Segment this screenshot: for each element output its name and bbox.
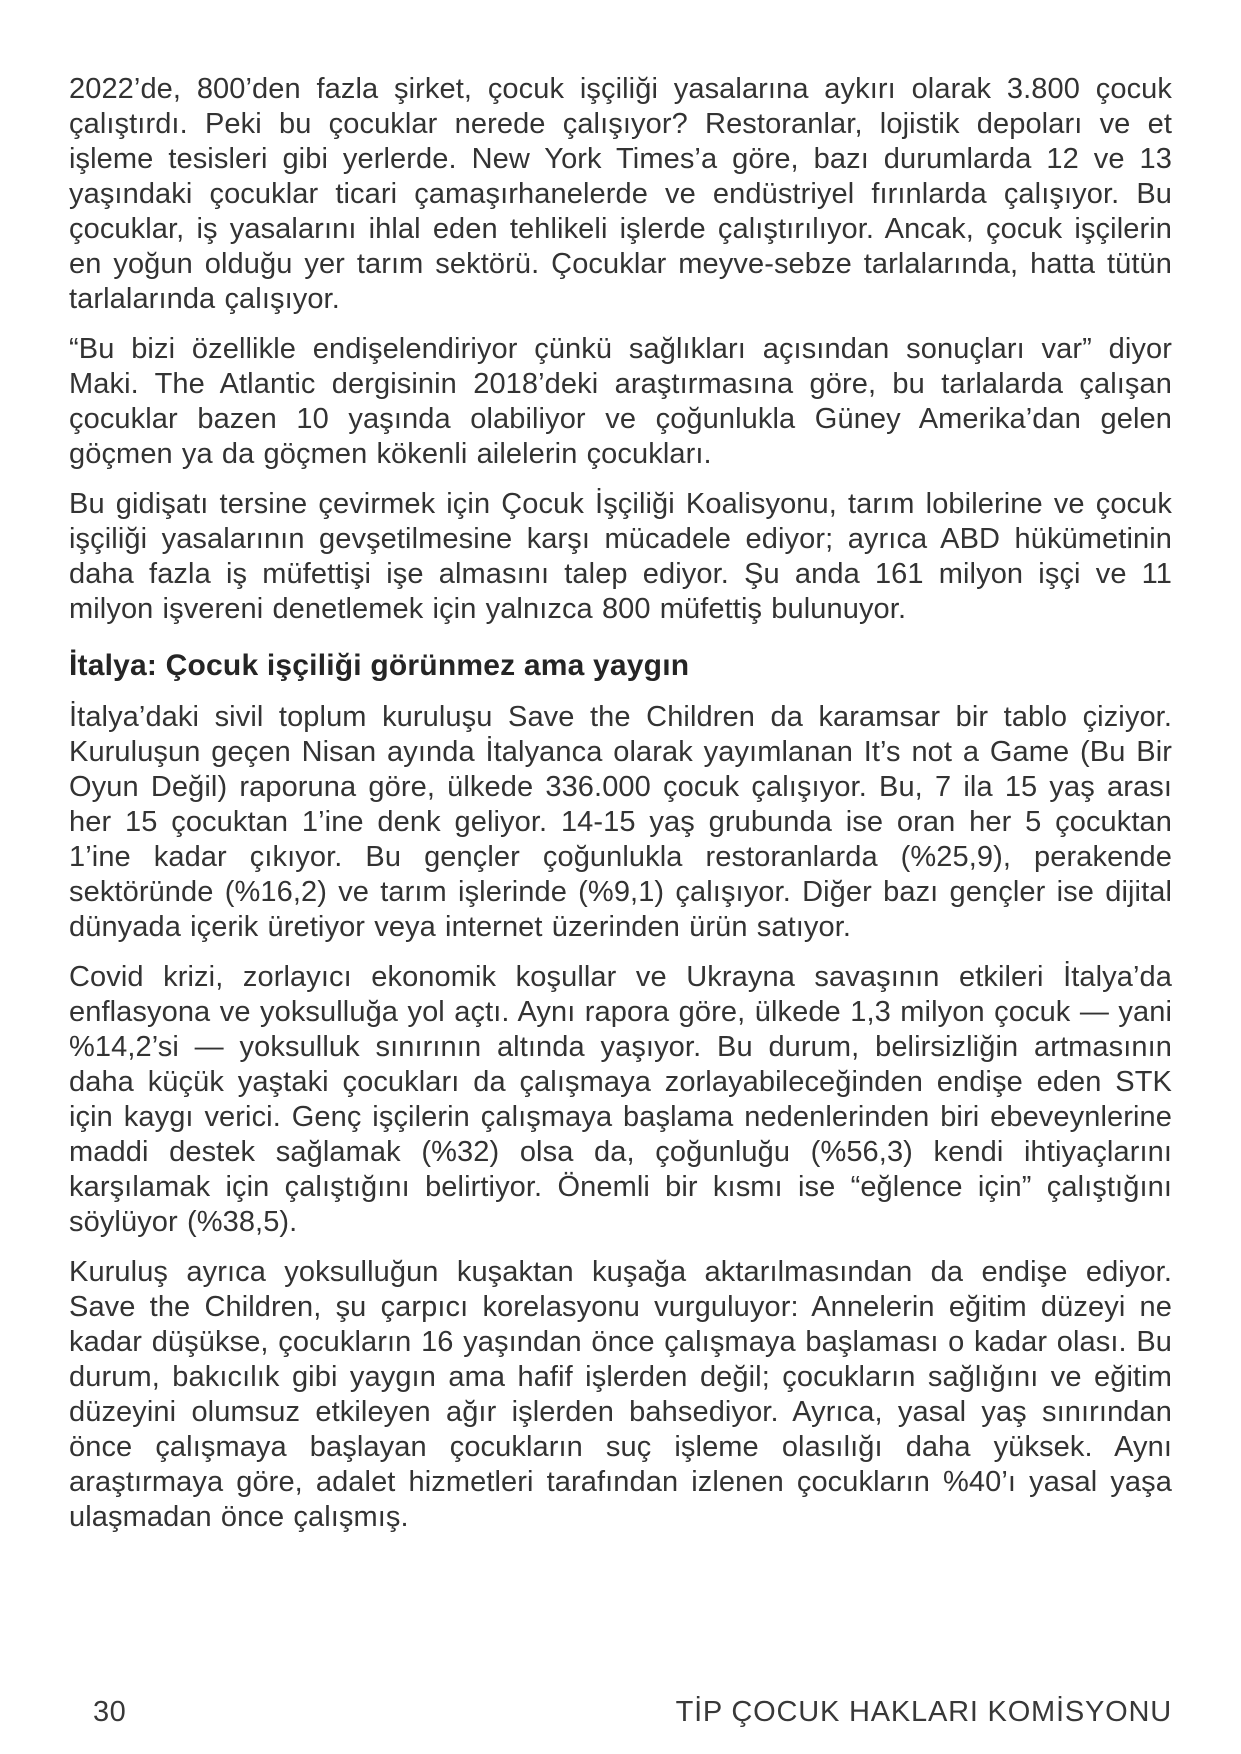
page-footer bbox=[69, 1696, 1172, 1728]
paragraph-covid-crisis: Covid krizi, zorlayıcı ekonomik koşullar ve Ukrayna savaşının etkileri İtalya’da enflasyona ve yoksulluğa yol açtı. Aynı rapora göre, ülkede 1,3 milyon çocuk — yani %14,2’si — yoksulluk sınırının altında yaşıyor. Bu durum, belirsizliğin artmasının daha küçük yaştaki çocukları da çalışmaya zorlayabileceğinden endişe eden STK için kaygı verici. Genç işçilerin çalışmaya başlama nedenlerinden biri ebeveynlerine maddi destek sağlamak (%32) olsa da, çoğunluğu (%56,3) kendi ihtiyaçlarını karşılamak için çalıştığını belirtiyor. Önemli bir kısmı ise “eğlence için” çalıştığını söylüyor (%38,5). bbox=[69, 961, 1172, 1238]
footer-commission-name: TİP ÇOCUK HAKLARI KOMİSYONU bbox=[675, 1696, 1172, 1728]
paragraph-coalition: Bu gidişatı tersine çevirmek için Çocuk İşçiliği Koalisyonu, tarım lobilerine ve çocuk işçiliği yasalarının gevşetilmesine karşı mücadele ediyor; ayrıca ABD hükümetinin daha fazla iş müfettişi işe almasını talep ediyor. Şu anda 161 milyon işçi ve 11 milyon işvereni denetlemek için yalnızca 800 müfettiş bulunuyor. bbox=[69, 488, 1172, 625]
paragraph-us-companies: 2022’de, 800’den fazla şirket, çocuk işçiliği yasalarına aykırı olarak 3.800 çocuk çalıştırdı. Peki bu çocuklar nerede çalışıyor? Restoranlar, lojistik depoları ve et işleme tesisleri gibi yerlerde. New York Times’a göre, bazı durumlarda 12 ve 13 yaşındaki çocuklar ticari çamaşırhanelerde ve endüstriyel fırınlarda çalışıyor. Bu çocuklar, iş yasalarını ihlal eden tehlikeli işlerde çalıştırılıyor. Ancak, çocuk işçilerin en yoğun olduğu yer tarım sektörü. Çocuklar meyve-sebze tarlalarında, hatta tütün tarlalarında çalışıyor. bbox=[69, 73, 1172, 315]
section-heading-italy: İtalya: Çocuk işçiliği görünmez ama yaygın bbox=[69, 649, 690, 682]
paragraph-maki-quote: “Bu bizi özellikle endişelendiriyor çünkü sağlıkları açısından sonuçları var” diyor Maki. The Atlantic dergisinin 2018’deki araştırmasına göre, bu tarlalarda çalışan çocuklar bazen 10 yaşında olabiliyor ve çoğunlukla Güney Amerika’dan gelen göçmen ya da göçmen kökenli ailelerin çocukları. bbox=[69, 333, 1172, 470]
paragraph-save-the-children: İtalya’daki sivil toplum kuruluşu Save the Children da karamsar bir tablo çiziyor. Kuruluşun geçen Nisan ayında İtalyanca olarak yayımlanan It’s not a Game (Bu Bir Oyun Değil) raporuna göre, ülkede 336.000 çocuk çalışıyor. Bu, 7 ila 15 yaş arası her 15 çocuktan 1’ine denk geliyor. 14-15 yaş grubunda ise oran her 5 çocuktan 1’ine kadar çıkıyor. Bu gençler çoğunlukla restoranlarda (%25,9), perakende sektöründe (%16,2) ve tarım işlerinde (%9,1) çalışıyor. Diğer bazı gençler ise dijital dünyada içerik üretiyor veya internet üzerinden ürün satıyor. bbox=[69, 701, 1172, 943]
paragraph-poverty-transmission: Kuruluş ayrıca yoksulluğun kuşaktan kuşağa aktarılmasından da endişe ediyor. Save the Children, şu çarpıcı korelasyonu vurguluyor: Annelerin eğitim düzeyi ne kadar düşükse, çocukların 16 yaşından önce çalışmaya başlaması o kadar olası. Bu durum, bakıcılık gibi yaygın ama hafif işlerden değil; çocukların sağlığını ve eğitim düzeyini olumsuz etkileyen ağır işlerden bahsediyor. Ayrıca, yasal yaş sınırından önce çalışmaya başlayan çocukların suç işleme olasılığı daha yüksek. Aynı araştırmaya göre, adalet hizmetleri tarafından izlenen çocukların %40’ı yasal yaşa ulaşmadan önce çalışmış. bbox=[69, 1256, 1172, 1533]
article-body bbox=[69, 72, 1172, 1535]
page-number: 30 bbox=[93, 1696, 127, 1728]
